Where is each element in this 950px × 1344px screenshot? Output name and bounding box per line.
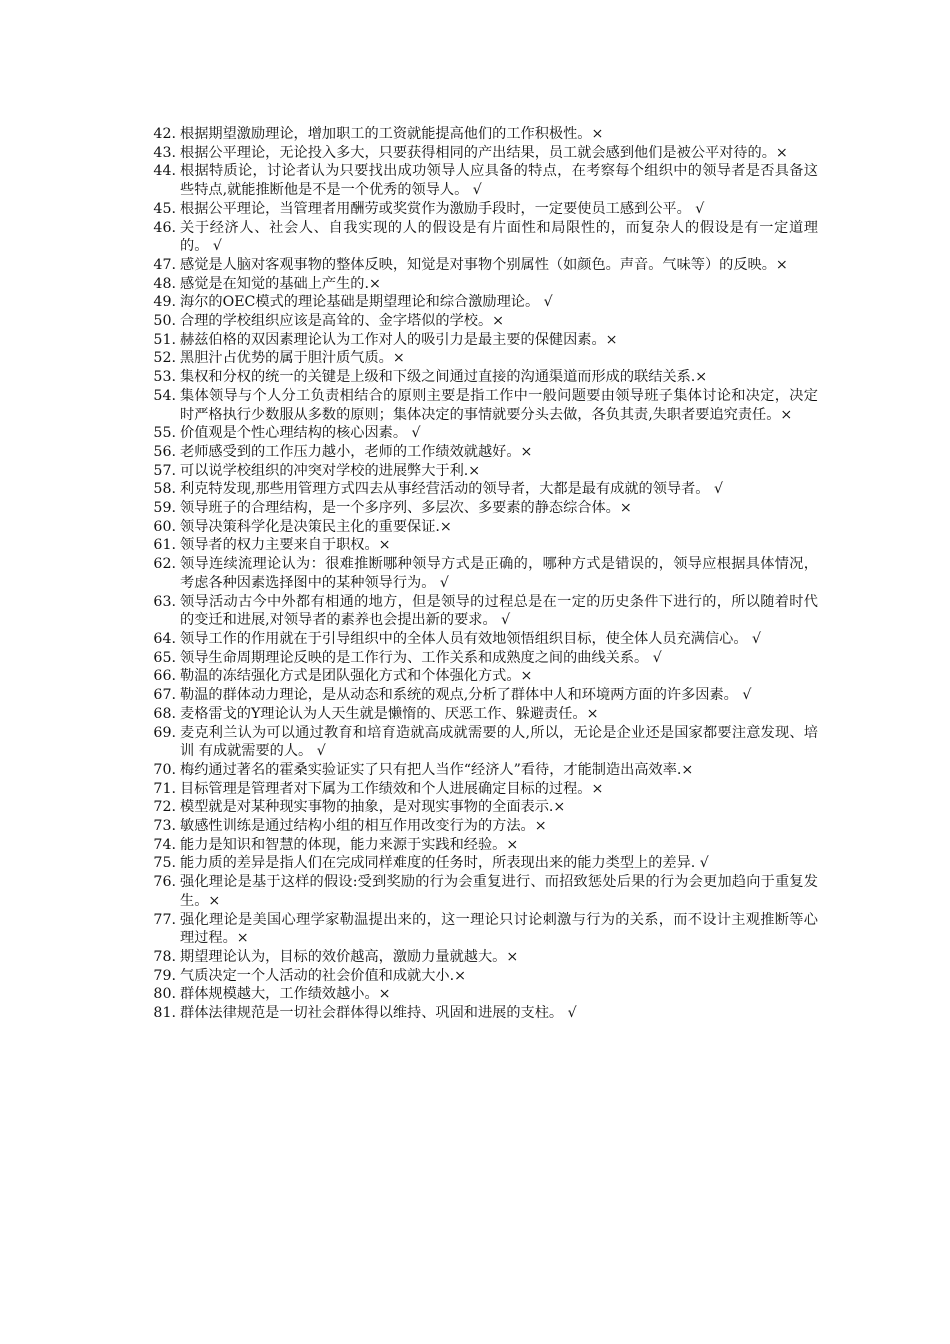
item-text: 领导活动古今中外都有相通的地方，但是领导的过程总是在一定的历史条件下进行的，所以随着时代的变迁和进展,对领导者的素养也会提出新的要求。 √ <box>180 593 818 629</box>
item-text: 根据公平理论，无论投入多大，只要获得相同的产出结果，员工就会感到他们是被公平对待的。× <box>180 144 788 161</box>
list-item <box>138 144 818 163</box>
item-text: 目标管理是管理者对下属为工作绩效和个人进展确定目标的过程。× <box>180 780 604 797</box>
item-text: 可以说学校组织的冲突对学校的进展弊大于利.× <box>180 462 481 479</box>
item-number: 81. <box>153 1005 176 1022</box>
list-item <box>138 630 818 649</box>
list-item <box>138 499 818 518</box>
item-text: 敏感性训练是通过结构小组的相互作用改变行为的方法。× <box>180 818 547 835</box>
list-item <box>138 256 818 275</box>
item-text: 集体领导与个人分工负责相结合的原则主要是指工作中一般问题要由领导班子集体讨论和决定，决定时严格执行少数服从多数的原则；集体决定的事情就要分头去做，各负其责,失职者要追究责任。× <box>180 387 818 423</box>
list-item <box>138 724 818 761</box>
item-text: 领导生命周期理论反映的是工作行为、工作关系和成熟度之间的曲线关系。 √ <box>180 649 662 666</box>
item-number: 45. <box>153 200 176 217</box>
item-text: 群体规模越大，工作绩效越小。× <box>180 986 391 1003</box>
item-text: 模型就是对某种现实事物的抽象，是对现实事物的全面表示.× <box>180 799 566 816</box>
list-item <box>138 219 818 256</box>
item-number: 50. <box>153 313 176 330</box>
item-number: 63. <box>153 593 176 610</box>
list-item <box>138 555 818 592</box>
list-item <box>138 275 818 294</box>
item-text: 气质决定一个人活动的社会价值和成就大小.× <box>180 967 466 984</box>
item-number: 59. <box>153 500 176 517</box>
item-text: 集权和分权的统一的关键是上级和下级之间通过直接的沟通渠道而形成的联结关系.× <box>180 369 708 386</box>
item-text: 勒温的群体动力理论，是从动态和系统的观点,分析了群体中人和环境两方面的许多因素。 √ <box>180 687 752 704</box>
item-text: 强化理论是美国心理学家勒温提出来的，这一理论只讨论刺激与行为的关系，而不设计主观推断等心理过程。× <box>180 911 818 947</box>
list-item <box>138 331 818 350</box>
item-number: 66. <box>153 668 176 685</box>
list-item <box>138 349 818 368</box>
item-number: 64. <box>153 630 176 647</box>
list-item <box>138 649 818 668</box>
list-item <box>138 967 818 986</box>
list-item <box>138 1004 818 1023</box>
item-text: 价值观是个性心理结构的核心因素。 √ <box>180 425 421 442</box>
item-number: 60. <box>153 518 176 535</box>
list-item <box>138 518 818 537</box>
list-item <box>138 780 818 799</box>
item-number: 44. <box>153 163 176 180</box>
list-item <box>138 686 818 705</box>
item-text: 麦格雷戈的Y理论认为人天生就是懒惰的、厌恶工作、躲避责任。× <box>180 705 599 722</box>
list-item <box>138 911 818 948</box>
item-text: 关于经济人、社会人、自我实现的人的假设是有片面性和局限性的，而复杂人的假设是有一定道理的。 √ <box>180 219 818 255</box>
item-text: 根据特质论，讨论者认为只要找出成功领导人应具备的特点，在考察每个组织中的领导者是否具备这些特点,就能推断他是不是一个优秀的领导人。 √ <box>180 163 818 199</box>
item-text: 感觉是在知觉的基础上产生的.× <box>180 275 381 292</box>
list-item <box>138 125 818 144</box>
item-number: 53. <box>153 369 176 386</box>
item-number: 52. <box>153 350 176 367</box>
item-number: 47. <box>153 256 176 273</box>
list-item <box>138 387 818 424</box>
item-text: 根据公平理论，当管理者用酬劳或奖赏作为激励手段时，一定要使员工感到公平。 √ <box>180 200 705 217</box>
item-text: 梅约通过著名的霍桑实验证实了只有把人当作“经济人”看待，才能制造出高效率.× <box>180 761 694 778</box>
item-text: 能力质的差异是指人们在完成同样难度的任务时，所表现出来的能力类型上的差异. √ <box>180 855 709 872</box>
item-number: 55. <box>153 425 176 442</box>
item-text: 利克特发现,那些用管理方式四去从事经营活动的领导者，大都是最有成就的领导者。 √ <box>180 481 724 498</box>
item-number: 78. <box>153 948 176 965</box>
item-number: 67. <box>153 687 176 704</box>
list-item <box>138 480 818 499</box>
item-text: 领导决策科学化是决策民主化的重要保证.× <box>180 518 452 535</box>
item-text: 感觉是人脑对客观事物的整体反映，知觉是对事物个别属性（如颜色。声音。气味等）的反映。× <box>180 256 788 273</box>
item-number: 69. <box>153 724 176 741</box>
item-number: 80. <box>153 986 176 1003</box>
list-item <box>138 293 818 312</box>
list-item <box>138 312 818 331</box>
list-item <box>138 443 818 462</box>
item-text: 能力是知识和智慧的体现，能力来源于实践和经验。× <box>180 836 519 853</box>
item-number: 54. <box>153 387 176 404</box>
list-item <box>138 705 818 724</box>
list-item <box>138 536 818 555</box>
item-number: 57. <box>153 462 176 479</box>
item-number: 72. <box>153 799 176 816</box>
list-item <box>138 761 818 780</box>
item-text: 领导工作的作用就在于引导组织中的全体人员有效地领悟组织目标，使全体人员充满信心。 √ <box>180 630 762 647</box>
list-item <box>138 462 818 481</box>
list-item <box>138 593 818 630</box>
item-number: 74. <box>153 836 176 853</box>
true-false-list <box>138 125 818 1023</box>
item-text: 领导者的权力主要来自于职权。× <box>180 537 391 554</box>
item-number: 65. <box>153 649 176 666</box>
list-item <box>138 162 818 199</box>
list-item <box>138 368 818 387</box>
item-text: 领导连续流理论认为：很难推断哪种领导方式是正确的，哪种方式是错误的，领导应根据具体情况，考虑各种因素选择图中的某种领导行为。 √ <box>180 556 818 591</box>
item-number: 77. <box>153 911 176 928</box>
item-text: 老师感受到的工作压力越小，老师的工作绩效就越好。× <box>180 443 533 460</box>
list-item <box>138 667 818 686</box>
item-number: 51. <box>153 331 176 348</box>
item-number: 58. <box>153 481 176 498</box>
item-text: 期望理论认为，目标的效价越高，激励力量就越大。× <box>180 948 519 965</box>
item-number: 48. <box>153 275 176 292</box>
list-item <box>138 948 818 967</box>
item-number: 70. <box>153 761 176 778</box>
item-number: 68. <box>153 705 176 722</box>
list-item <box>138 854 818 873</box>
list-item <box>138 836 818 855</box>
item-number: 79. <box>153 967 176 984</box>
list-item <box>138 200 818 219</box>
item-text: 领导班子的合理结构，是一个多序列、多层次、多要素的静态综合体。× <box>180 500 632 517</box>
item-text: 勒温的冻结强化方式是团队强化方式和个体强化方式。× <box>180 668 533 685</box>
list-item <box>138 817 818 836</box>
item-number: 61. <box>153 537 176 554</box>
item-text: 赫兹伯格的双因素理论认为工作对人的吸引力是最主要的保健因素。× <box>180 331 618 348</box>
item-number: 42. <box>153 126 176 142</box>
item-text: 麦克利兰认为可以通过教育和培育造就高成就需要的人,所以，无论是企业还是国家都要注意发现、培训 有成就需要的人。 √ <box>180 724 818 760</box>
item-number: 76. <box>153 874 176 891</box>
item-number: 75. <box>153 855 176 872</box>
item-text: 海尔的OEC模式的理论基础是期望理论和综合激励理论。 √ <box>180 294 553 311</box>
item-number: 62. <box>153 556 176 573</box>
item-number: 46. <box>153 219 176 236</box>
list-item <box>138 424 818 443</box>
item-number: 43. <box>153 144 176 161</box>
item-number: 56. <box>153 443 176 460</box>
item-number: 73. <box>153 818 176 835</box>
item-text: 群体法律规范是一切社会群体得以维持、巩固和进展的支柱。 √ <box>180 1005 577 1022</box>
item-text: 合理的学校组织应该是高耸的、金字塔似的学校。× <box>180 313 505 330</box>
list-item <box>138 985 818 1004</box>
item-number: 71. <box>153 780 176 797</box>
list-item <box>138 798 818 817</box>
item-number: 49. <box>153 294 176 311</box>
item-text: 根据期望激励理论，增加职工的工资就能提高他们的工作积极性。× <box>180 126 604 142</box>
item-text: 强化理论是基于这样的假设:受到奖励的行为会重复进行、而招致惩处后果的行为会更加趋向于重复发生。× <box>180 874 818 909</box>
item-text: 黑胆汁占优势的属于胆汁质气质。× <box>180 350 405 367</box>
list-item <box>138 873 818 910</box>
